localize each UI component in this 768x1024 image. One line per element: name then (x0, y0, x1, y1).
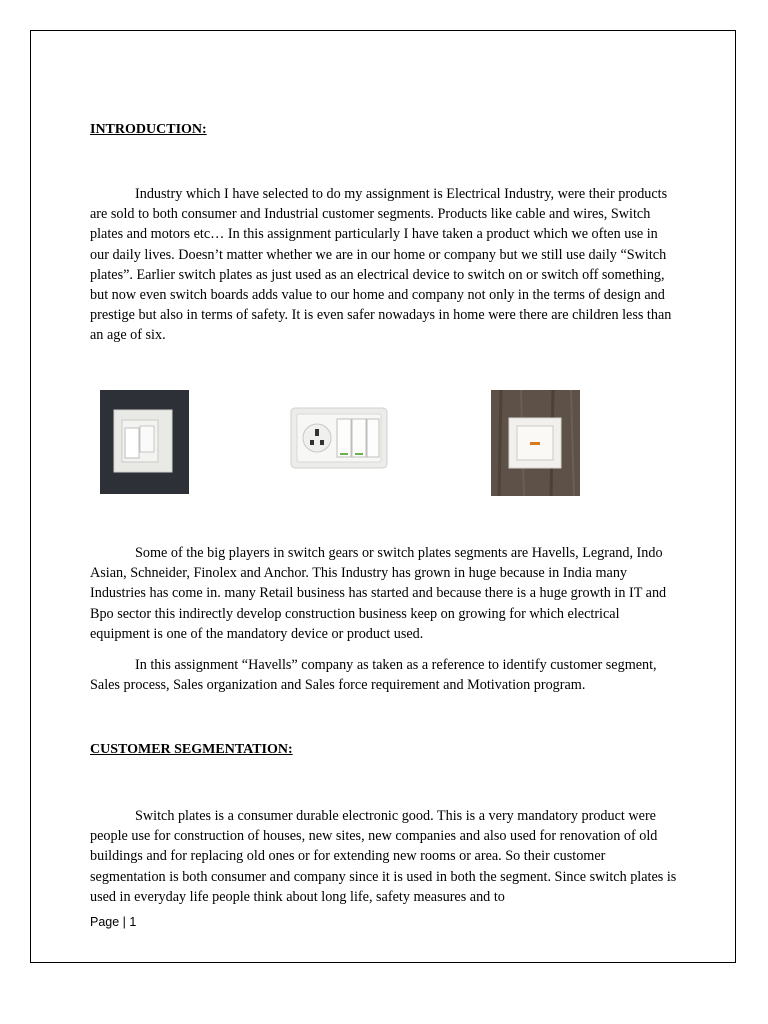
switch-photo-wood (491, 390, 580, 496)
heading-customer-segmentation: CUSTOMER SEGMENTATION: (90, 742, 293, 757)
heading-introduction: INTRODUCTION: (90, 122, 207, 137)
havells-paragraph: In this assignment “Havells” company as taken as a reference to identify customer segment, Sales process, Sales organization and Sales force requirement and Motivation program. (90, 657, 657, 694)
page-number-footer: Page | 1 (90, 915, 137, 929)
intro-paragraph: Industry which I have selected to do my assignment is Electrical Industry, were their products are sold to both consumer and Industrial customer segments. Products like cable and wires, Switch plates and motors etc… In this assignment particularly I have taken a product which we often use in our daily lives. Doesn’t matter whether we are in our home or company but we still use daily “Switch plates”. Earlier switch plates as just used as an electrical device to switch on or switch off something, but now even switch boards adds value to our home and company not only in the terms of design and prestige but also in terms of safety. It is even safer nowadays in home were there are children less than an age of six. (90, 186, 672, 344)
socket-switch-photo (289, 405, 389, 471)
segmentation-paragraph: Switch plates is a consumer durable electronic good. This is a very mandatory product were people use for construction of houses, new sites, new companies and also used for renovation of old buildings and for replacing old ones or for extending new rooms or area. So their customer segmentation is both consumer and company since it is used in both the segment. Since switch plates is used in everyday life people think about long life, safety measures and to (90, 808, 677, 905)
switch-photo-dark (100, 390, 189, 494)
players-paragraph: Some of the big players in switch gears or switch plates segments are Havells, Legrand, Indo Asian, Schneider, Finolex and Anchor. This Industry has grown in huge because in India many Industries has come in. many Retail business has started and because there is a huge growth in IT and Bpo sector this indirectly develop construction business keep on growing for which electrical equipment is one of the mandatory device or product used. (90, 545, 667, 642)
